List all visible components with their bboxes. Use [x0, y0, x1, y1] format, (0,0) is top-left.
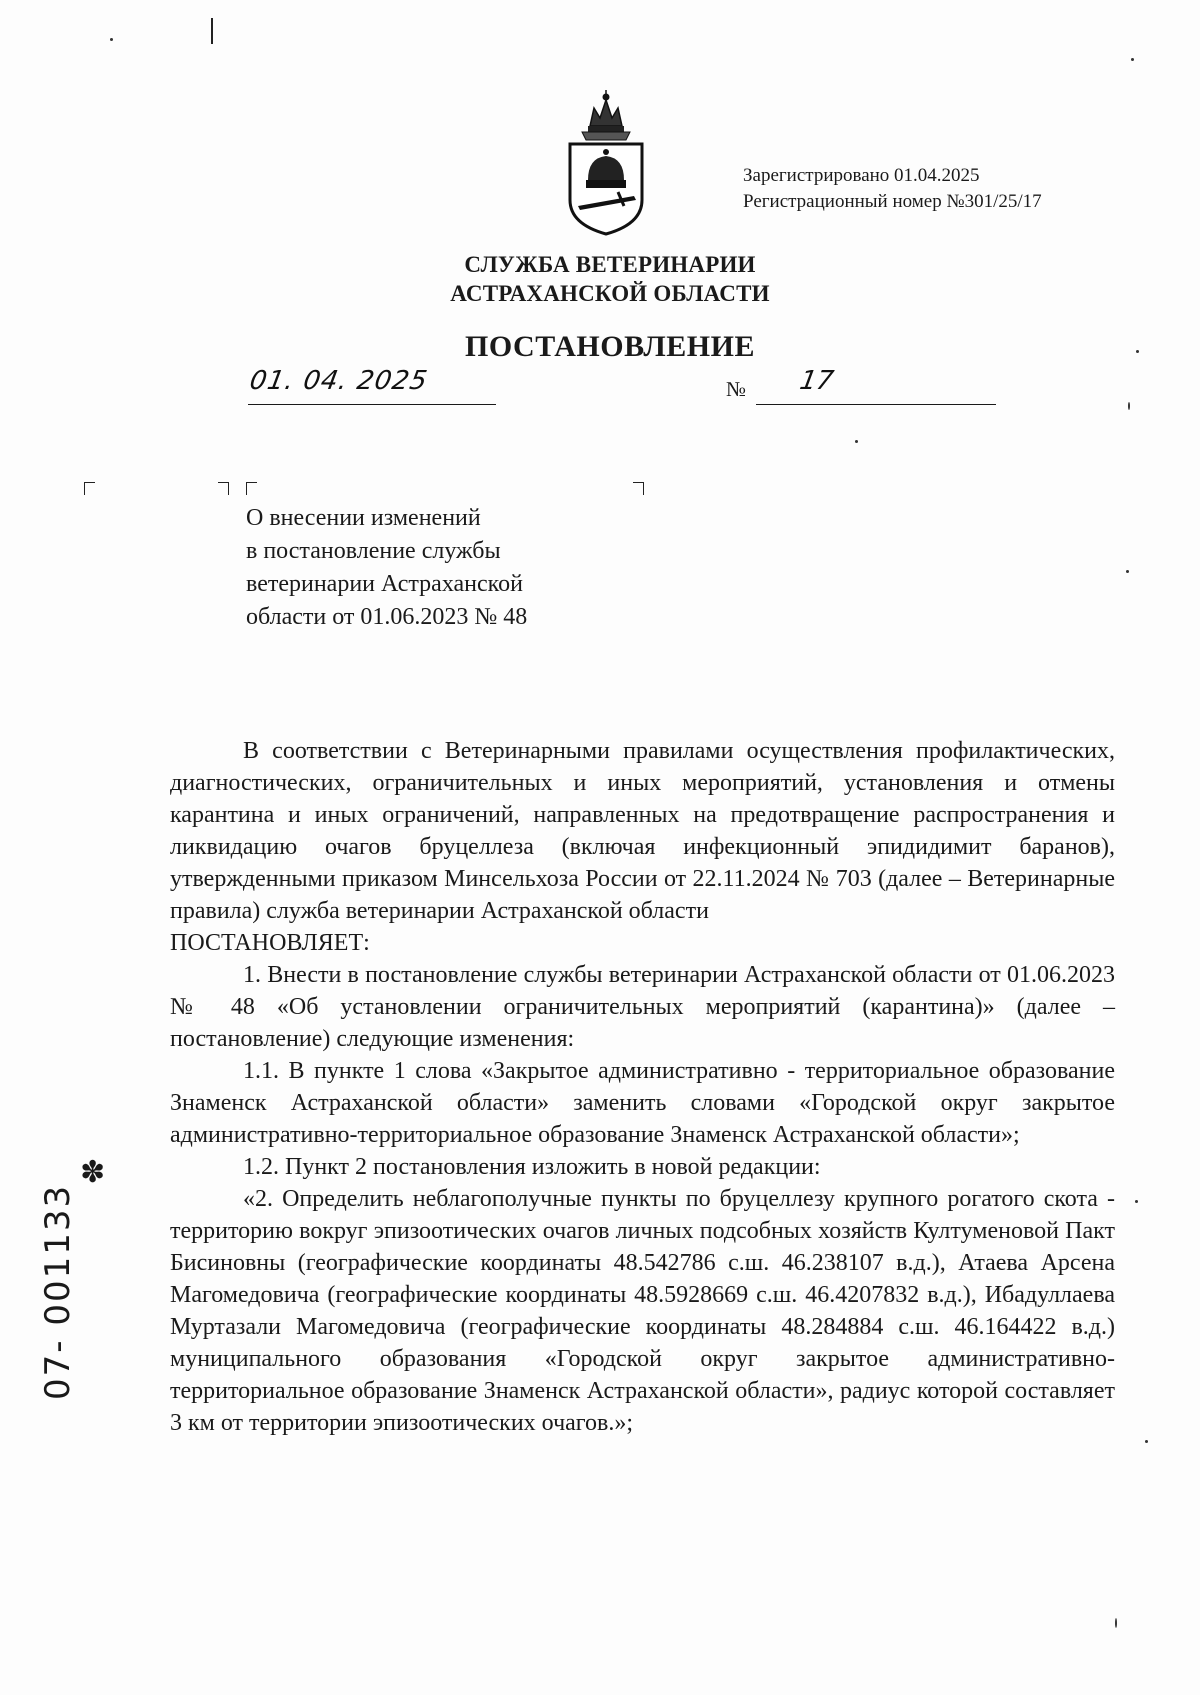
- preamble-paragraph: В соответствии с Ветеринарными правилами осуществления профилактических, диагностических, ограничительных и иных мероприятий, установления и отмены карантина и иных ограничений, направленных на предотвращение распространения и ликвидацию очагов бруцеллеза (включая инфекционный эпидидимит баранов), утвержденными приказом Минсельхоза России от 22.11.2024 № 703 (далее – Ветеринарные правила) служба ветеринарии Астраханской области: [170, 738, 1115, 924]
- scan-speck: [1115, 1618, 1117, 1628]
- registration-date: Зарегистрировано 01.04.2025: [743, 165, 980, 186]
- subject-line: О внесении изменений: [246, 505, 481, 531]
- organization-name: [300, 250, 920, 308]
- coat-of-arms-emblem: [560, 88, 652, 238]
- margin-asterisk: ✽: [80, 1155, 106, 1190]
- subject-line: в постановление службы: [246, 538, 501, 564]
- margin-stamp-number: 07- 001133: [38, 1183, 78, 1400]
- document-number: 17: [797, 366, 836, 396]
- scan-speck: [1128, 402, 1130, 410]
- organization-name-line1: СЛУЖБА ВЕТЕРИНАРИИ: [464, 252, 756, 277]
- resolves-heading: ПОСТАНОВЛЯЕТ:: [170, 930, 370, 956]
- subject-line: ветеринарии Астраханской: [246, 571, 523, 597]
- scan-speck: [1131, 58, 1134, 61]
- bracket-corner: [84, 482, 95, 495]
- organization-name-line2: АСТРАХАНСКОЙ ОБЛАСТИ: [450, 281, 770, 306]
- document-body: [170, 735, 1115, 1439]
- document-type-title: ПОСТАНОВЛЕНИЕ: [465, 330, 755, 363]
- registration-stamp: [743, 163, 1042, 215]
- document-date: 01. 04. 2025: [247, 366, 431, 396]
- scan-artifact: [211, 18, 213, 44]
- scan-speck: [855, 440, 858, 443]
- bracket-corner: [246, 482, 257, 495]
- item-1-1-paragraph: 1.1. В пункте 1 слова «Закрытое административно - территориальное образование Знаменск Астраханской области» заменить словами «Городской округ закрытое административно-территориальное образование Знаменск Астраханской области»;: [170, 1058, 1115, 1148]
- item-1-2-paragraph: 1.2. Пункт 2 постановления изложить в новой редакции:: [243, 1154, 821, 1180]
- number-label: №: [726, 377, 747, 401]
- scan-speck: [1126, 570, 1129, 573]
- item-2-quote-paragraph: «2. Определить неблагополучные пункты по бруцеллезу крупного рогатого скота - территорию вокруг эпизоотических очагов личных подсобных хозяйств Култуменовой Пакт Бисиновны (географические координаты 48.542786 с.ш. 46.238107 в.д.), Атаева Арсена Магомедовича (географические координаты 48.5928669 с.ш. 46.4207832 в.д.), Ибадуллаева Муртазали Магомедовича (географические координаты 48.284884 с.ш. 46.164422 в.д.) муниципального образования «Городской округ закрытое административно-территориальное образование Знаменск Астраханской области», радиус которой составляет 3 км от территории эпизоотических очагов.»;: [170, 1186, 1115, 1436]
- item-1-paragraph: 1. Внести в постановление службы ветеринарии Астраханской области от 01.06.2023 № 48 «Об установлении ограничительных мероприятий (карантина)» (далее – постановление) следующие изменения:: [170, 962, 1115, 1052]
- subject-line: области от 01.06.2023 № 48: [246, 604, 528, 630]
- scan-speck: [1135, 1200, 1138, 1203]
- scan-speck: [110, 38, 113, 41]
- number-underline: [756, 370, 996, 405]
- scan-speck: [1136, 350, 1139, 353]
- registration-number: Регистрационный номер №301/25/17: [743, 191, 1042, 212]
- bracket-corner: [218, 482, 229, 495]
- bracket-corner: [633, 482, 644, 495]
- document-subject: [246, 502, 527, 634]
- scan-speck: [1145, 1440, 1148, 1443]
